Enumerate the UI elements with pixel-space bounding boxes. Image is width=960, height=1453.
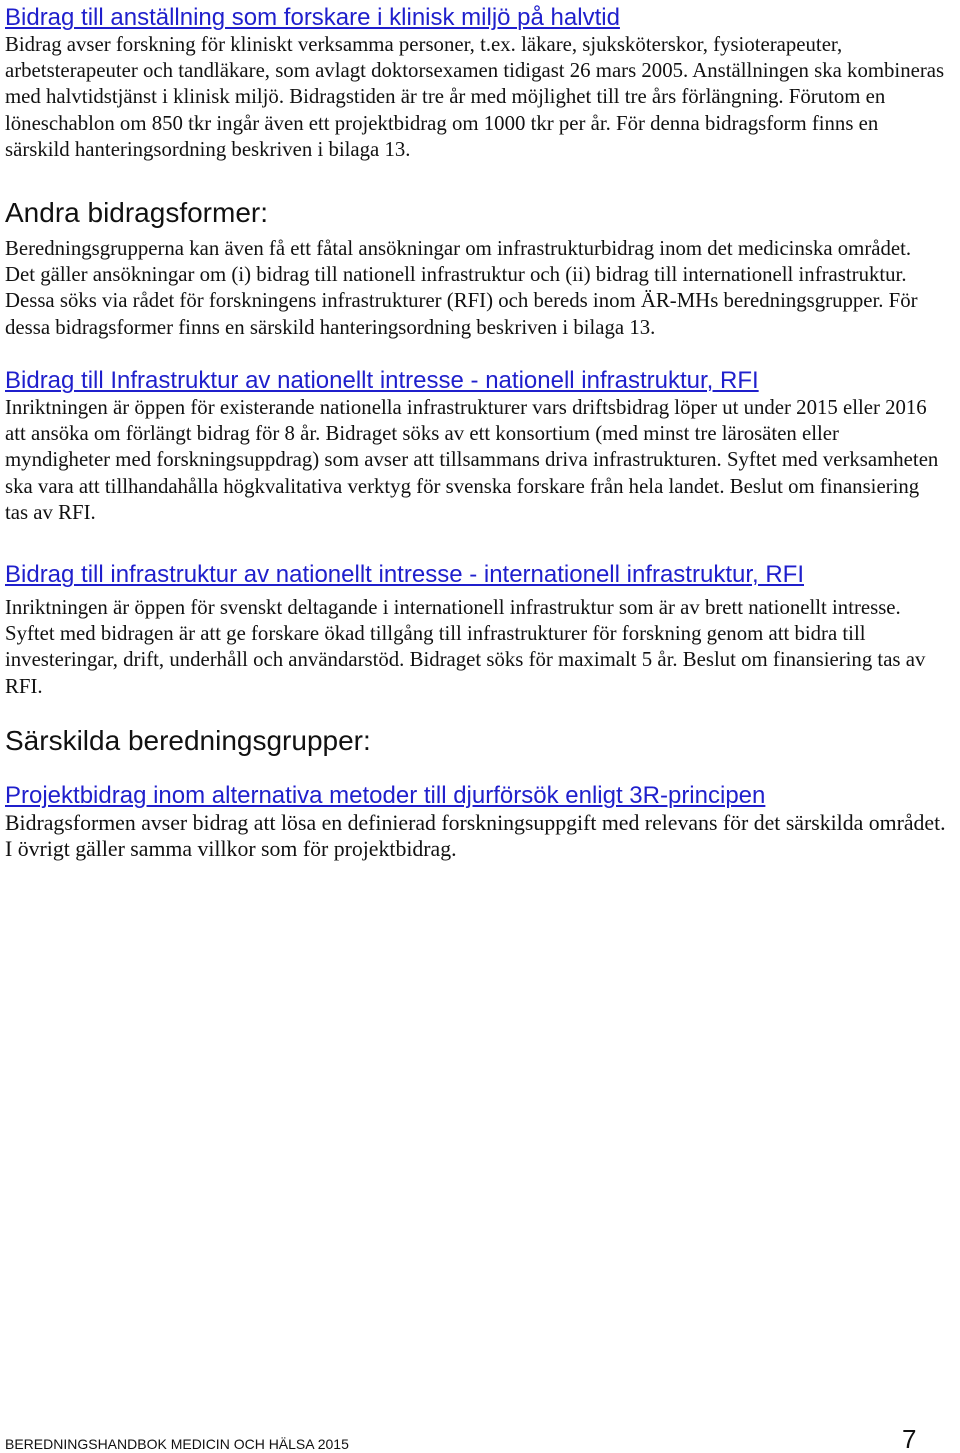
paragraph-line: arbetsterapeuter och tandläkare, som avlagt doktorsexamen tidigast 26 mars 2005. Anställningen ska kombineras <box>5 59 945 83</box>
paragraph-line: myndigheter med forskningsuppdrag) som avser att tillsammans driva infrastrukturen. Syftet med verksamheten <box>5 448 939 472</box>
paragraph-alternative-methods <box>5 810 946 862</box>
paragraph-line: Beredningsgrupperna kan även få ett fåtal ansökningar om infrastrukturbidrag inom det medicinska området. <box>5 237 912 260</box>
paragraph-other-grant-forms <box>5 236 918 341</box>
paragraph-line: Dessa söks via rådet för forskningens infrastrukturer (RFI) och bereds inom ÄR-MHs beredningsgrupper. För <box>5 289 918 313</box>
paragraph-clinical-position <box>5 32 944 163</box>
paragraph-line: att ansöka om förlängt bidrag för 8 år. Bidraget söks av ett konsortium (med minst tre lärosäten eller <box>5 422 839 446</box>
paragraph-national-infrastructure <box>5 395 938 526</box>
footer-document-title: BEREDNINGSHANDBOK MEDICIN OCH HÄLSA 2015 <box>5 1436 349 1452</box>
paragraph-line: tas av RFI. <box>5 500 96 524</box>
link-heading-international-infrastructure[interactable]: Bidrag till infrastruktur av nationellt intresse - internationell infrastruktur, RFI <box>5 561 804 588</box>
section-heading-other-grant-forms: Andra bidragsformer: <box>5 197 269 228</box>
section-heading-special-review-panels: Särskilda beredningsgrupper: <box>5 725 371 756</box>
paragraph-line: Inriktningen är öppen för existerande nationella infrastrukturer vars driftsbidrag löper ut under 2015 eller 2016 <box>5 396 927 419</box>
link-heading-alternative-methods[interactable]: Projektbidrag inom alternativa metoder till djurförsök enligt 3R-principen <box>5 782 766 809</box>
paragraph-line: investeringar, drift, underhåll och användarstöd. Bidraget söks för maximalt 5 år. Beslut om finansiering tas av <box>5 648 926 672</box>
paragraph-line: dessa bidragsformer finns en särskild hanteringsordning beskriven i bilaga 13. <box>5 315 656 339</box>
paragraph-line: Inriktningen är öppen för svenskt deltagande i internationell infrastruktur som är av brett nationellt intresse. <box>5 596 901 619</box>
paragraph-line: ska vara att tillhandahålla högkvalitativa verktyg för svenska forskare från hela landet. Beslut om finansiering <box>5 474 920 498</box>
link-heading-clinical-position[interactable]: Bidrag till anställning som forskare i klinisk miljö på halvtid <box>5 4 620 31</box>
paragraph-line: I övrigt gäller samma villkor som för projektbidrag. <box>5 837 457 862</box>
paragraph-line: Det gäller ansökningar om (i) bidrag till nationell infrastruktur och (ii) bidrag till internationell infrastruktur. <box>5 263 907 287</box>
paragraph-line: Bidragsformen avser bidrag att lösa en definierad forskningsuppgift med relevans för det särskilda området. <box>5 811 946 835</box>
page-number: 7 <box>902 1424 917 1453</box>
link-heading-national-infrastructure[interactable]: Bidrag till Infrastruktur av nationellt intresse - nationell infrastruktur, RFI <box>5 367 759 394</box>
paragraph-line: särskild hanteringsordning beskriven i bilaga 13. <box>5 137 411 161</box>
paragraph-international-infrastructure <box>5 595 925 700</box>
paragraph-line: löneschablon om 850 tkr ingår även ett projektbidrag om 1000 tkr per år. För denna bidragsform finns en <box>5 111 879 135</box>
paragraph-line: RFI. <box>5 674 43 698</box>
paragraph-line: Bidrag avser forskning för kliniskt verksamma personer, t.ex. läkare, sjuksköterskor, fysioterapeuter, <box>5 33 843 56</box>
paragraph-line: med halvtidstjänst i klinisk miljö. Bidragstiden är tre år med möjlighet till tre års förlängning. Förutom en <box>5 85 886 109</box>
paragraph-line: Syftet med bidragen är att ge forskare ökad tillgång till infrastrukturer för forskning genom att bidra till <box>5 622 866 646</box>
